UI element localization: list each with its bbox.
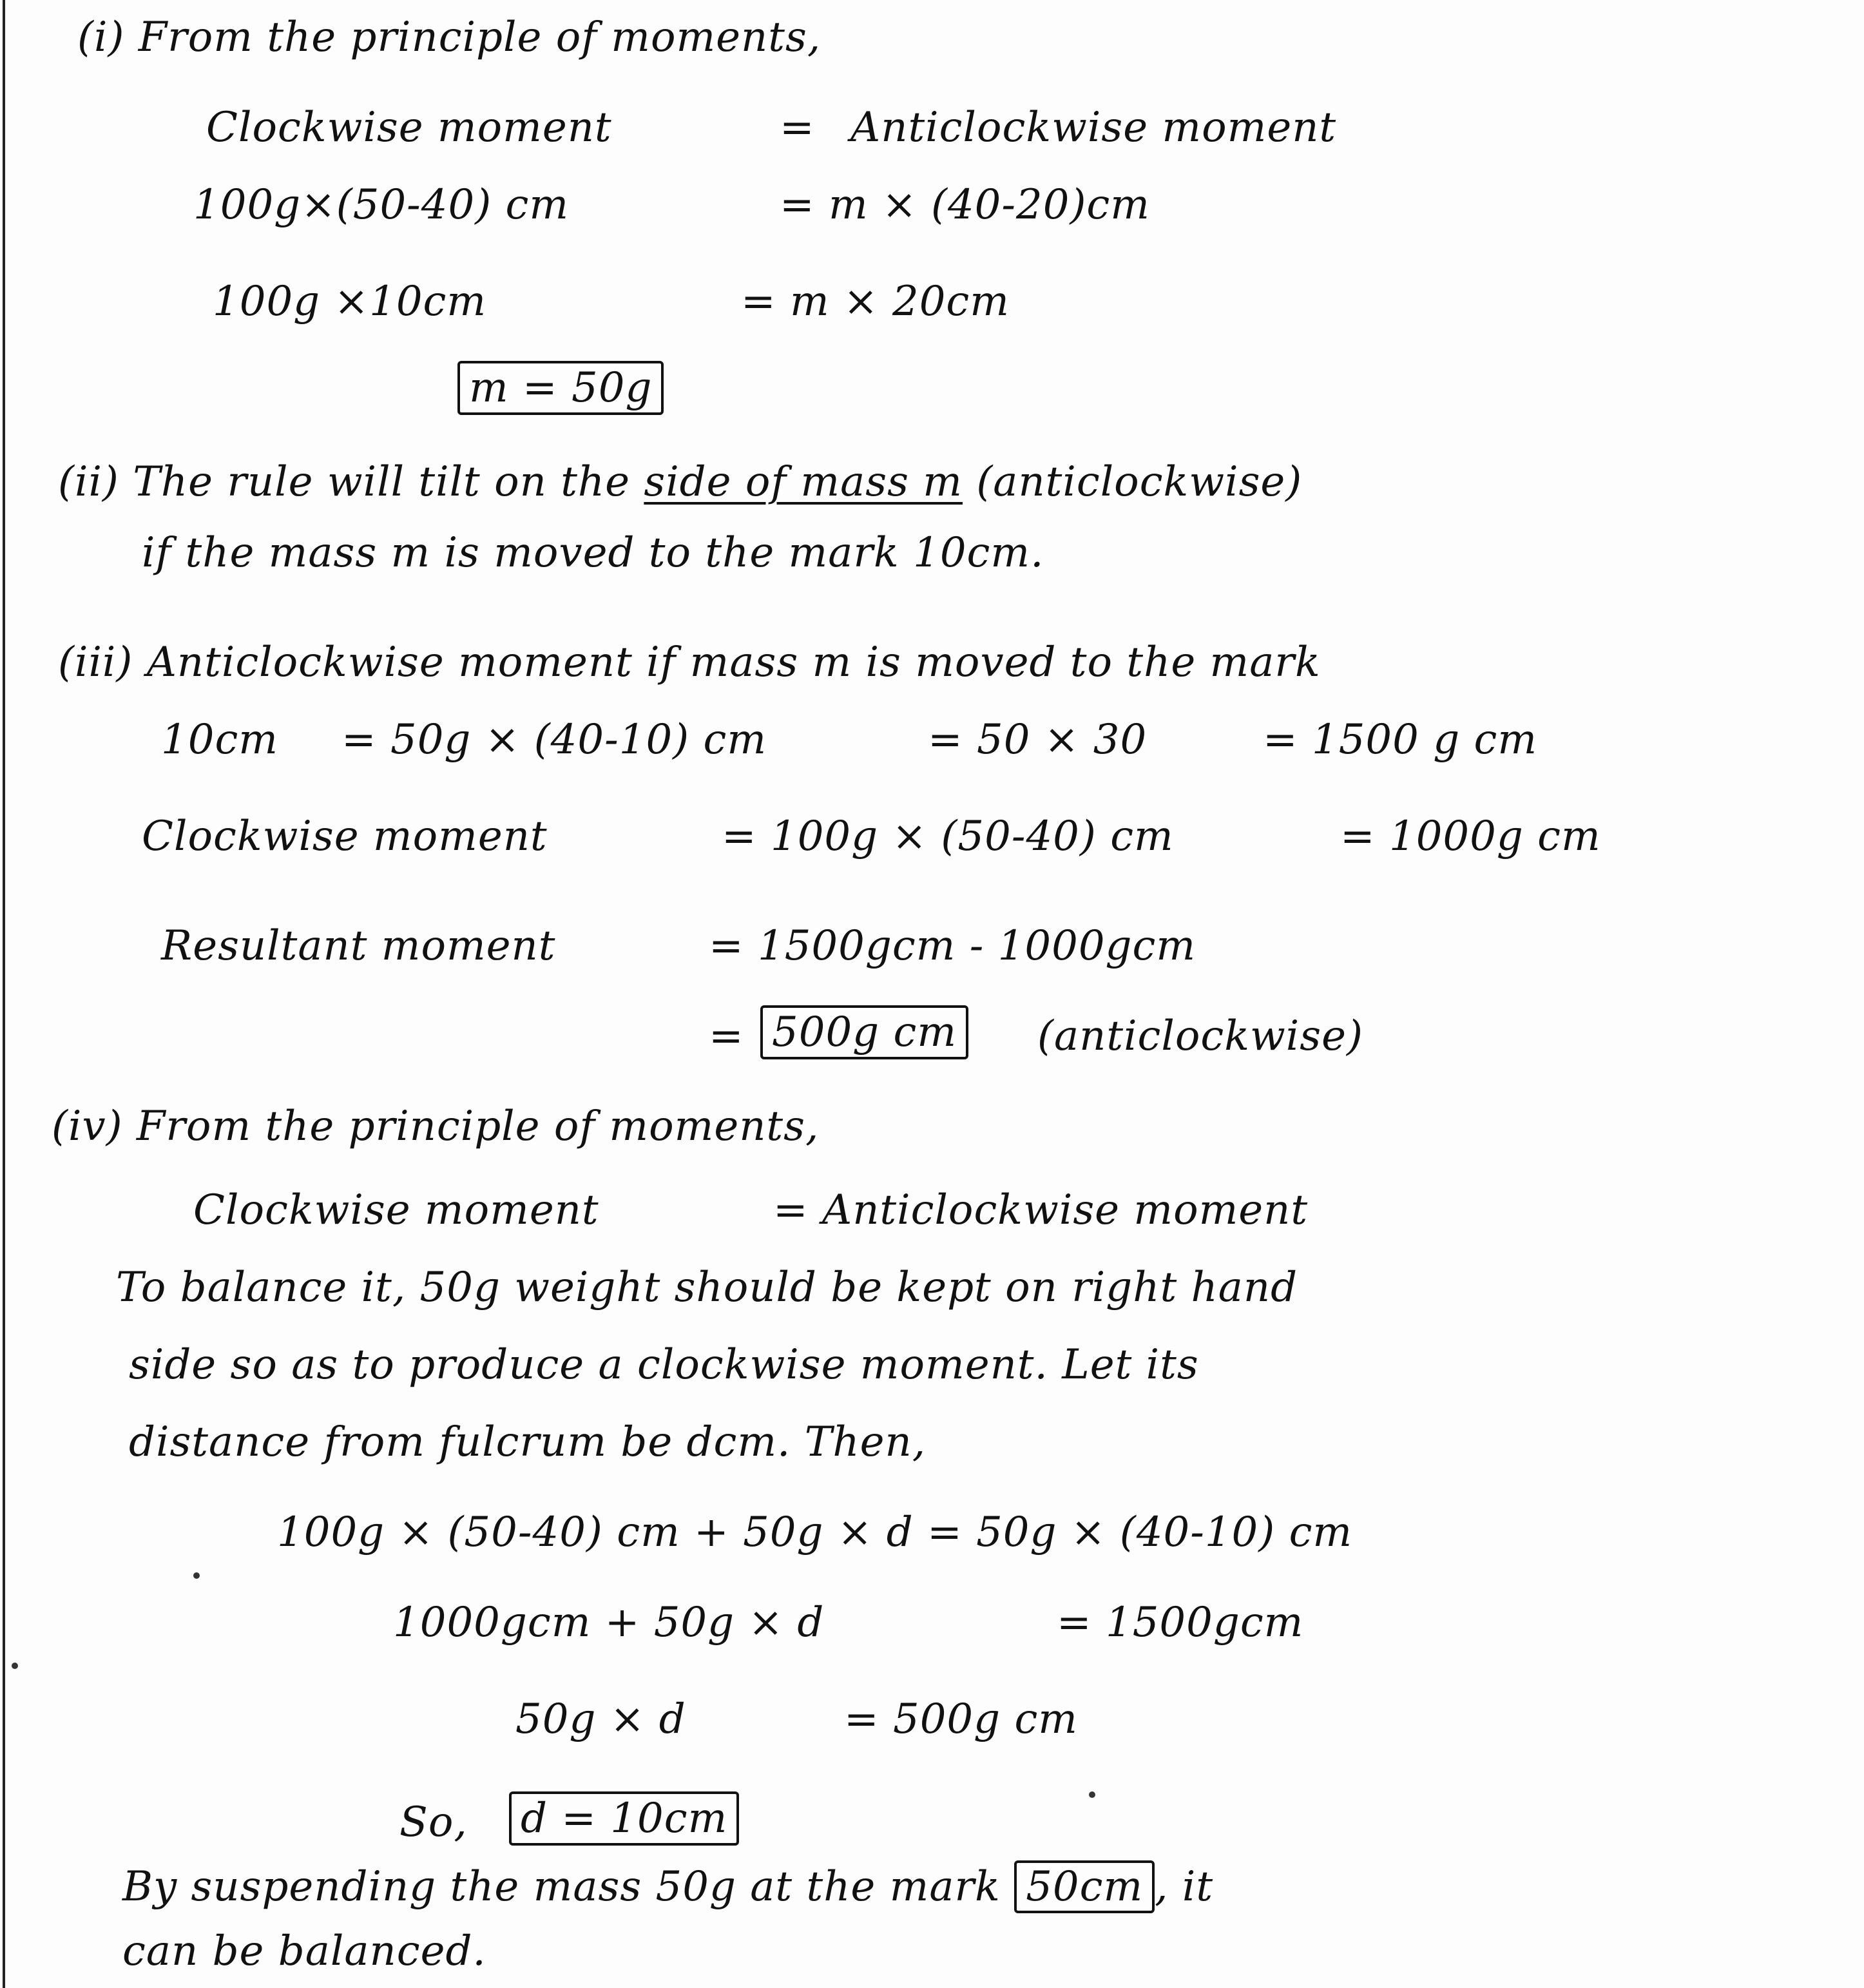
part4-mark-box: 50cm (1014, 1860, 1155, 1913)
part1-eq3-left: 100g ×10cm (213, 278, 487, 325)
part4-para-line2: side so as to produce a clockwise moment. Let its (129, 1341, 1199, 1389)
part4-equation3-left: 50g × d (515, 1695, 686, 1743)
part3-resultant-equals: = (709, 1012, 744, 1060)
part1-eq2-left: 100g×(50-40) cm (193, 181, 570, 229)
ink-dot (193, 1572, 200, 1579)
part3-clockwise-result: = 1000g cm (1340, 813, 1601, 860)
part2-line1 (58, 458, 1302, 507)
page-margin-line (3, 0, 5, 1988)
part4-anticlockwise-label: = Anticlockwise moment (773, 1186, 1309, 1234)
part3-clockwise-label: Clockwise moment (142, 813, 548, 860)
part4-equation2-right: = 1500gcm (1057, 1599, 1304, 1646)
part4-heading: (iv) From the principle of moments, (52, 1103, 820, 1150)
part1-anticlockwise-label: Anticlockwise moment (850, 104, 1337, 151)
part3-line1: (iii) Anticlockwise moment if mass m is moved to the mark (58, 639, 1321, 686)
part4-para-line3: distance from fulcrum be dcm. Then, (129, 1418, 927, 1466)
part3-clockwise-expr: = 100g × (50-40) cm (722, 813, 1174, 860)
part3-resultant-box: 500g cm (760, 1005, 968, 1059)
part3-l2-expr: = 50g × (40-10) cm (341, 716, 767, 764)
part1-result-box: m = 50g (457, 361, 664, 415)
part2-line2: if the mass m is moved to the mark 10cm. (142, 529, 1044, 577)
part1-equals: = (780, 104, 815, 151)
part1-eq2-right: = m × (40-20)cm (780, 181, 1150, 229)
part4-conclusion-line1 (122, 1862, 1213, 1911)
part2-line1-end: (anticlockwise) (962, 458, 1303, 506)
part1-clockwise-label: Clockwise moment (206, 104, 612, 151)
part4-answer-box: d = 10cm (509, 1791, 739, 1846)
part3-resultant-label: Resultant moment (161, 922, 556, 970)
part4-equation1: 100g × (50-40) cm + 50g × d = 50g × (40-10) cm (277, 1509, 1353, 1556)
part4-conclusion-end: , it (1155, 1863, 1214, 1911)
part3-l2-product: = 50 × 30 (928, 716, 1148, 764)
part1-eq3-right: = m × 20cm (741, 278, 1010, 325)
part4-conclusion-line2: can be balanced. (122, 1927, 486, 1975)
part2-underlined-text: side of mass m (644, 458, 963, 506)
part4-so-label: So, (399, 1799, 468, 1846)
part3-resultant-direction: (anticlockwise) (1037, 1012, 1363, 1060)
part4-conclusion-start: By suspending the mass 50g at the mark (122, 1863, 1015, 1911)
ink-dot (1089, 1791, 1095, 1798)
part3-l2-result: = 1500 g cm (1263, 716, 1538, 764)
part3-l2-mark: 10cm (161, 716, 278, 764)
part2-line1-start: (ii) The rule will tilt on the (58, 458, 644, 506)
part4-clockwise-label: Clockwise moment (193, 1186, 599, 1234)
part4-para-line1: To balance it, 50g weight should be kept on right hand (116, 1264, 1298, 1311)
part4-equation3-right: = 500g cm (844, 1695, 1078, 1743)
part1-heading: (i) From the principle of moments, (77, 14, 822, 61)
ink-dot (12, 1663, 18, 1669)
part4-equation2-left: 1000gcm + 50g × d (393, 1599, 825, 1646)
part3-resultant-expr: = 1500gcm - 1000gcm (709, 922, 1196, 970)
